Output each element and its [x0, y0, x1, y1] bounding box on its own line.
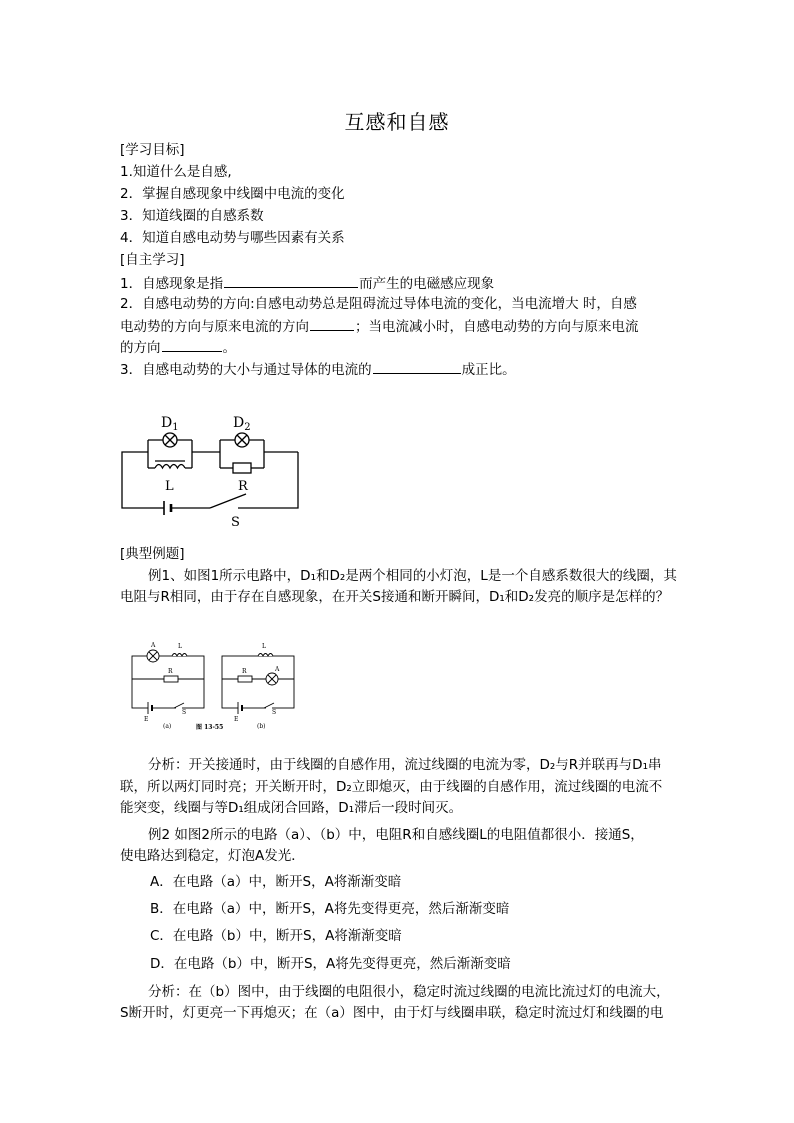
analysis1-line3: 能突变，线圈与等D₁组成闭合回路，D₁滞后一段时间灭。 [120, 800, 463, 816]
lamp-d1-label: $D_1$ [161, 415, 179, 433]
fig2a-caption: (a) [163, 723, 172, 730]
switch-label: S [231, 515, 240, 530]
page-title: 互感和自感 [344, 110, 450, 134]
analysis2-line1: 分析：在（b）图中，由于线圈的电阻很小，稳定时流过线圈的电流比流过灯的电流大， [148, 984, 670, 1000]
fill-blank[interactable] [373, 358, 461, 374]
lamp-d2-label: $D_2$ [233, 415, 251, 433]
fig2b-battery-label: E [234, 716, 239, 723]
example1-line1: 例1、如图1所示电路中，D₁和D₂是两个相同的小灯泡，L是一个自感系数很大的线圈，其 [148, 568, 677, 584]
self-study-q2-line1: 2．自感电动势的方向:自感电动势总是阻碍流过导体电流的变化，当电流增大 时，自感 [120, 296, 637, 312]
fill-blank[interactable] [162, 336, 222, 352]
analysis1-line1: 分析：开关接通时，由于线圈的自感作用，流过线圈的电流为零，D₂与R并联再与D₁串 [148, 757, 662, 773]
fig2a-switch-label: S [182, 709, 187, 716]
option-d: D．在电路（b）中，断开S，A将先变得更亮，然后渐渐变暗 [150, 956, 511, 972]
example2-line2: 使电路达到稳定，灯泡A发光． [120, 848, 305, 864]
fig2b-resistor-label: R [242, 668, 247, 675]
objective-item: 3．知道线圈的自感系数 [120, 208, 264, 224]
fig2-number-label: 图 13-55 [196, 724, 224, 731]
fill-blank[interactable] [224, 272, 358, 288]
fig2a-coil-label: L [178, 643, 182, 650]
coil-label: L [165, 479, 174, 494]
example2-line1: 例2 如图2所示的电路（a）、（b）中，电阻R和自感线圈L的电阻值都很小．接通S， [148, 827, 644, 843]
self-study-q2-line2: 电动势的方向与原来电流的方向 ；当电流减小时，自感电动势的方向与原来电流 [120, 315, 639, 337]
self-study-q3: 3．自感电动势的大小与通过导体的电流的 成正比。 [120, 358, 516, 380]
fig2b-coil-label: L [262, 643, 266, 650]
objectives-header: [学习目标] [120, 142, 185, 158]
objective-item: 2．掌握自感现象中线圈中电流的变化 [120, 186, 345, 202]
option-b: B．在电路（a）中，断开S，A将先变得更亮，然后渐渐变暗 [150, 901, 510, 917]
circuit-diagram-1 [110, 400, 320, 540]
fill-blank[interactable] [310, 315, 354, 331]
fig2a-lamp-label: A [151, 642, 156, 649]
fig2b-lamp-label: A [275, 666, 280, 673]
fig2a-resistor-label: R [168, 668, 173, 675]
example1-line2: 电阻与R相同，由于存在自感现象，在开关S接通和断开瞬间，D₁和D₂发亮的顺序是怎样的？ [120, 589, 670, 605]
option-c: C．在电路（b）中，断开S，A将渐渐变暗 [150, 928, 402, 944]
circuit-diagram-2 [118, 636, 308, 736]
fig2b-caption: (b) [257, 723, 266, 730]
self-study-q2-line3: 的方向 。 [120, 336, 236, 358]
self-study-q1: 1．自感现象是指 而产生的电磁感应现象 [120, 272, 494, 294]
fig2a-battery-label: E [144, 716, 149, 723]
objective-item: 1.知道什么是自感, [120, 164, 232, 180]
examples-header: [典型例题] [120, 546, 185, 562]
analysis2-line2: S断开时，灯更亮一下再熄灭；在（a）图中，由于灯与线圈串联，稳定时流过灯和线圈的电 [120, 1005, 664, 1021]
self-study-header: [自主学习] [120, 252, 185, 268]
analysis1-line2: 联，所以两灯同时亮；开关断开时，D₂立即熄灭，由于线圈的自感作用，流过线圈的电流不 [120, 779, 663, 795]
option-a: A．在电路（a）中，断开S，A将渐渐变暗 [150, 874, 402, 890]
objective-item: 4．知道自感电动势与哪些因素有关系 [120, 230, 345, 246]
resistor-label: R [238, 479, 248, 494]
fig2b-switch-label: S [272, 709, 277, 716]
